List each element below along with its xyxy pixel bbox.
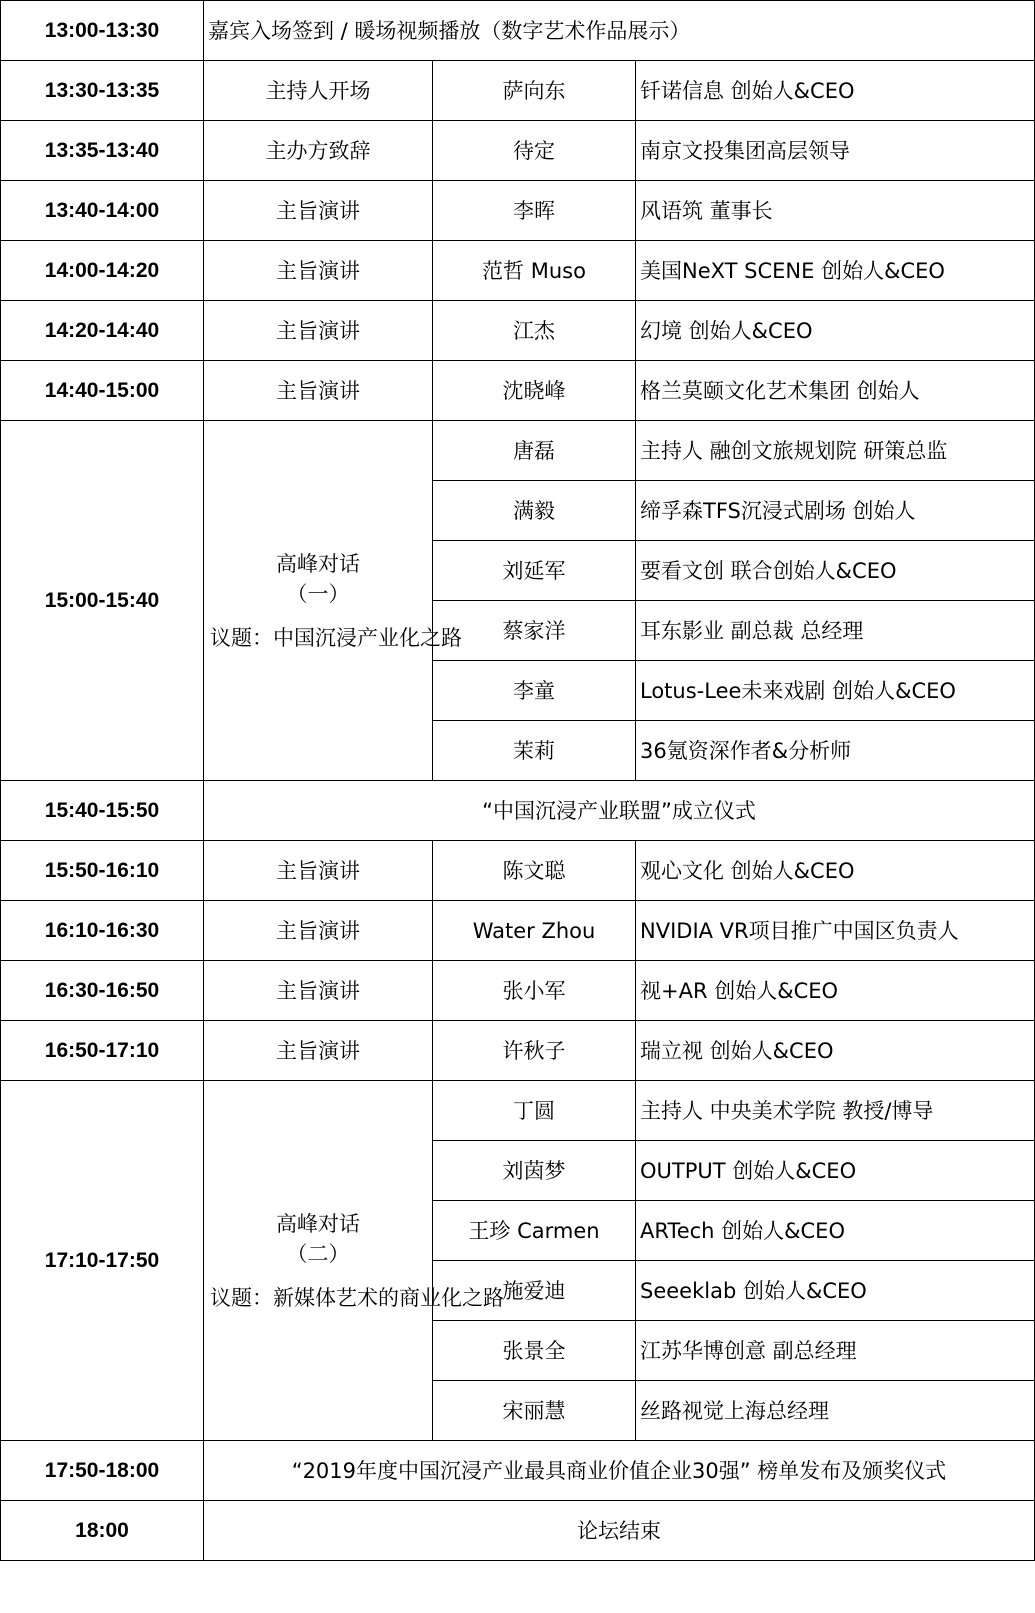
agenda-row bbox=[1, 241, 1035, 301]
speaker-name: 沈晓峰 bbox=[433, 361, 636, 421]
speaker-name: 萨向东 bbox=[433, 61, 636, 121]
agenda-row bbox=[1, 61, 1035, 121]
speaker-name: 许秋子 bbox=[433, 1021, 636, 1081]
speaker-name: 茉莉 bbox=[433, 721, 636, 781]
speaker-role: 36氪资深作者&分析师 bbox=[636, 721, 1035, 781]
panel-topic: 议题：中国沉浸产业化之路 bbox=[210, 625, 462, 650]
speaker-role: 要看文创 联合创始人&CEO bbox=[636, 541, 1035, 601]
time-cell: 17:50-18:00 bbox=[1, 1441, 204, 1501]
agenda-row bbox=[1, 361, 1035, 421]
speaker-role: 美国NeXT SCENE 创始人&CEO bbox=[636, 241, 1035, 301]
speaker-name: 王珍 Carmen bbox=[433, 1201, 636, 1261]
event-title: “2019年度中国沉浸产业最具商业价值企业30强” 榜单发布及颁奖仪式 bbox=[204, 1441, 1035, 1501]
speaker-role: 观心文化 创始人&CEO bbox=[636, 841, 1035, 901]
session-type: 主旨演讲 bbox=[204, 301, 433, 361]
session-type: 主办方致辞 bbox=[204, 121, 433, 181]
event-title: 论坛结束 bbox=[204, 1501, 1035, 1561]
speaker-role: 瑞立视 创始人&CEO bbox=[636, 1021, 1035, 1081]
time-cell: 15:40-15:50 bbox=[1, 781, 204, 841]
event-title: 嘉宾入场签到 / 暖场视频播放（数字艺术作品展示） bbox=[204, 1, 1035, 61]
speaker-name: 蔡家洋 bbox=[433, 601, 636, 661]
speaker-role: OUTPUT 创始人&CEO bbox=[636, 1141, 1035, 1201]
speaker-role: 丝路视觉上海总经理 bbox=[636, 1381, 1035, 1441]
agenda-row-ceremony bbox=[1, 1441, 1035, 1501]
speaker-name: 丁圆 bbox=[433, 1081, 636, 1141]
time-cell: 13:35-13:40 bbox=[1, 121, 204, 181]
time-cell: 13:30-13:35 bbox=[1, 61, 204, 121]
speaker-role: 江苏华博创意 副总经理 bbox=[636, 1321, 1035, 1381]
speaker-name: 张景全 bbox=[433, 1321, 636, 1381]
speaker-role: 幻境 创始人&CEO bbox=[636, 301, 1035, 361]
panel-session bbox=[204, 421, 462, 781]
time-cell: 17:10-17:50 bbox=[1, 1081, 204, 1441]
speaker-name: 李晖 bbox=[433, 181, 636, 241]
speaker-role: NVIDIA VR项目推广中国区负责人 bbox=[636, 901, 1035, 961]
session-type: 主旨演讲 bbox=[204, 241, 433, 301]
agenda-row-opening bbox=[1, 1, 1035, 61]
time-cell: 14:20-14:40 bbox=[1, 301, 204, 361]
session-type: 主持人开场 bbox=[204, 61, 433, 121]
agenda-row bbox=[1, 181, 1035, 241]
agenda-row bbox=[1, 301, 1035, 361]
speaker-role: 耳东影业 副总裁 总经理 bbox=[636, 601, 1035, 661]
time-cell: 16:50-17:10 bbox=[1, 1021, 204, 1081]
agenda-row bbox=[1, 1021, 1035, 1081]
speaker-name: Water Zhou bbox=[433, 901, 636, 961]
speaker-name: 刘延军 bbox=[433, 541, 636, 601]
time-cell: 16:10-16:30 bbox=[1, 901, 204, 961]
session-type: 主旨演讲 bbox=[204, 841, 433, 901]
panel-number: （一） bbox=[286, 581, 350, 606]
speaker-name: 李童 bbox=[433, 661, 636, 721]
speaker-role: Seeeklab 创始人&CEO bbox=[636, 1261, 1035, 1321]
time-cell: 18:00 bbox=[1, 1501, 204, 1561]
panel-number: （二） bbox=[286, 1241, 350, 1266]
speaker-role: 主持人 融创文旅规划院 研策总监 bbox=[636, 421, 1035, 481]
speaker-role: 风语筑 董事长 bbox=[636, 181, 1035, 241]
speaker-name: 宋丽慧 bbox=[433, 1381, 636, 1441]
time-cell: 15:00-15:40 bbox=[1, 421, 204, 781]
panel-topic: 议题：新媒体艺术的商业化之路 bbox=[210, 1285, 504, 1310]
time-cell: 13:00-13:30 bbox=[1, 1, 204, 61]
speaker-role: 视+AR 创始人&CEO bbox=[636, 961, 1035, 1021]
speaker-role: ARTech 创始人&CEO bbox=[636, 1201, 1035, 1261]
speaker-role: 南京文投集团高层领导 bbox=[636, 121, 1035, 181]
speaker-role: 钎诺信息 创始人&CEO bbox=[636, 61, 1035, 121]
time-cell: 16:30-16:50 bbox=[1, 961, 204, 1021]
panel-row bbox=[1, 421, 1035, 481]
event-title: “中国沉浸产业联盟”成立仪式 bbox=[204, 781, 1035, 841]
speaker-name: 唐磊 bbox=[433, 421, 636, 481]
agenda-row bbox=[1, 901, 1035, 961]
agenda-row-ceremony bbox=[1, 781, 1035, 841]
time-cell: 14:00-14:20 bbox=[1, 241, 204, 301]
time-cell: 15:50-16:10 bbox=[1, 841, 204, 901]
session-type: 主旨演讲 bbox=[204, 181, 433, 241]
session-type: 主旨演讲 bbox=[204, 961, 433, 1021]
speaker-role: Lotus-Lee未来戏剧 创始人&CEO bbox=[636, 661, 1035, 721]
session-type: 主旨演讲 bbox=[204, 901, 433, 961]
speaker-name: 待定 bbox=[433, 121, 636, 181]
agenda-row-closing bbox=[1, 1501, 1035, 1561]
speaker-name: 江杰 bbox=[433, 301, 636, 361]
agenda-row bbox=[1, 961, 1035, 1021]
speaker-name: 刘茵梦 bbox=[433, 1141, 636, 1201]
speaker-role: 缔孚森TFS沉浸式剧场 创始人 bbox=[636, 481, 1035, 541]
time-cell: 14:40-15:00 bbox=[1, 361, 204, 421]
panel-session bbox=[204, 1081, 504, 1441]
speaker-role: 格兰莫颐文化艺术集团 创始人 bbox=[636, 361, 1035, 421]
panel-title: 高峰对话 bbox=[276, 551, 360, 576]
time-cell: 13:40-14:00 bbox=[1, 181, 204, 241]
speaker-name: 陈文聪 bbox=[433, 841, 636, 901]
speaker-name: 满毅 bbox=[433, 481, 636, 541]
agenda-row bbox=[1, 841, 1035, 901]
session-type: 主旨演讲 bbox=[204, 361, 433, 421]
session-type: 主旨演讲 bbox=[204, 1021, 433, 1081]
panel-row bbox=[1, 1081, 1035, 1141]
speaker-name: 张小军 bbox=[433, 961, 636, 1021]
speaker-name: 范哲 Muso bbox=[433, 241, 636, 301]
agenda-row bbox=[1, 121, 1035, 181]
speaker-name: 施爱迪 bbox=[433, 1261, 636, 1321]
panel-title: 高峰对话 bbox=[276, 1211, 360, 1236]
speaker-role: 主持人 中央美术学院 教授/博导 bbox=[636, 1081, 1035, 1141]
